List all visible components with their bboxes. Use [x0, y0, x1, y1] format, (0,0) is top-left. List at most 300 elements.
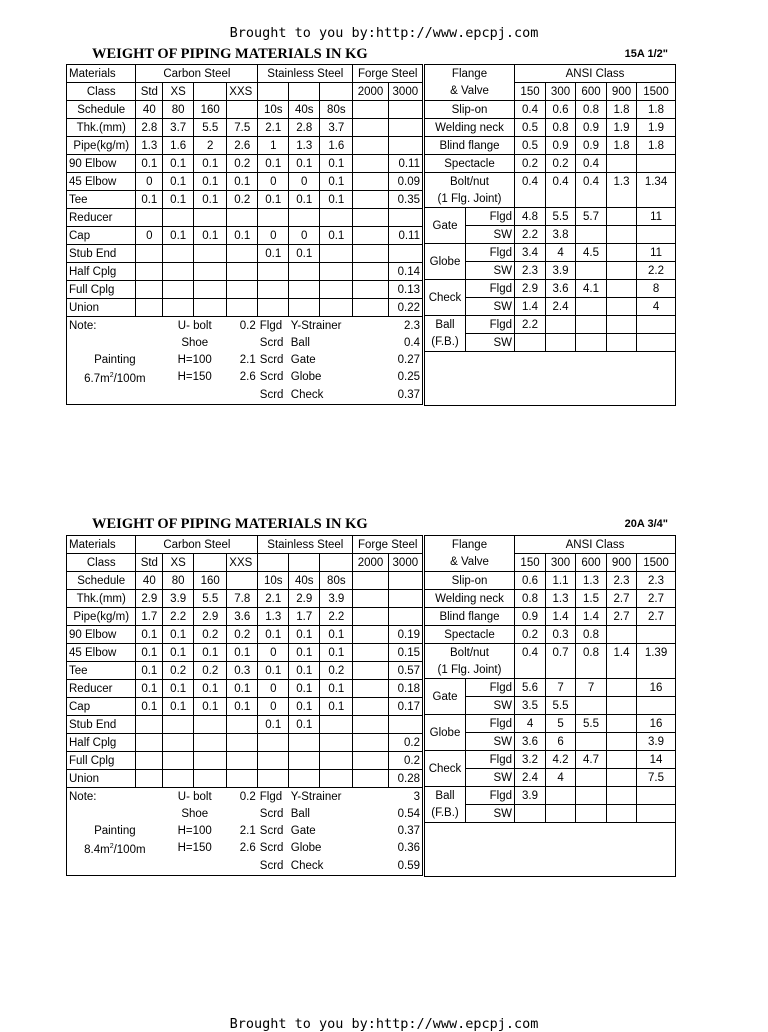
- table-cell: 1.9: [607, 119, 637, 137]
- table-row: [425, 244, 676, 262]
- section-title: WEIGHT OF PIPING MATERIALS IN KG: [92, 516, 368, 532]
- note-cell: [67, 805, 163, 822]
- ansi-class-header: 600: [576, 554, 607, 572]
- header-cell: [353, 101, 388, 119]
- header-cell: Flange: [425, 65, 515, 83]
- table-cell: 0.3: [227, 662, 258, 680]
- table-cell: 3.9: [546, 262, 576, 280]
- table-cell: 0.1: [289, 191, 320, 209]
- table-row: [67, 173, 423, 191]
- item-name: Check: [289, 387, 353, 405]
- table-cell: [353, 209, 388, 227]
- table-cell: 4: [515, 715, 546, 733]
- table-cell: [194, 209, 227, 227]
- table-cell: 1.3: [258, 608, 289, 626]
- table-cell: [607, 679, 637, 697]
- table-cell: 3.7: [163, 119, 194, 137]
- table-cell: [515, 805, 546, 823]
- table-cell: [515, 190, 546, 208]
- table-cell: [353, 191, 388, 209]
- table-cell: 0.1: [258, 626, 289, 644]
- table-cell: 0.1: [227, 698, 258, 716]
- connection-type: Flgd: [466, 244, 515, 262]
- table-row: [67, 734, 423, 752]
- table-cell: 1.39: [637, 644, 676, 662]
- connection-type: Scrd: [259, 807, 284, 820]
- note-cell: Note:: [67, 788, 163, 806]
- flange-name: Welding neck: [425, 590, 515, 608]
- table-cell: [353, 227, 388, 245]
- header-cell: [258, 83, 289, 101]
- table-row: [67, 209, 423, 227]
- table-cell: 11: [637, 244, 676, 262]
- row-label: 45 Elbow: [67, 644, 136, 662]
- filler-row: [425, 823, 676, 877]
- table-cell: 16: [637, 679, 676, 697]
- table-cell: 2.9: [194, 608, 227, 626]
- header-row: [67, 65, 423, 83]
- table-cell: [607, 262, 637, 280]
- table-cell: 2.1: [258, 119, 289, 137]
- table-row: [67, 680, 423, 698]
- table-row: [425, 316, 676, 334]
- valve-name: (F.B.): [425, 805, 466, 823]
- table-cell: 0.5: [515, 137, 546, 155]
- connection-type: SW: [466, 262, 515, 280]
- table-cell: [607, 697, 637, 715]
- table-cell: 0.4: [515, 173, 546, 191]
- table-cell: 0.1: [136, 662, 163, 680]
- connection-type: Flgd: [466, 715, 515, 733]
- table-cell: 2.3: [607, 572, 637, 590]
- table-cell: 16: [637, 715, 676, 733]
- note-cell: [67, 368, 163, 387]
- table-cell: 2.2: [515, 226, 546, 244]
- table-cell: 1.34: [637, 173, 676, 191]
- valve-name: Ball: [425, 316, 466, 334]
- note-cell: Painting: [67, 822, 163, 839]
- table-cell: [607, 769, 637, 787]
- table-cell: 0: [136, 227, 163, 245]
- table-cell: 2.7: [637, 590, 676, 608]
- table-cell: 4.2: [546, 751, 576, 769]
- header-cell: [194, 83, 227, 101]
- item-name: Ball: [290, 807, 310, 820]
- header-cell: & Valve: [425, 554, 515, 572]
- table-cell: [388, 608, 422, 626]
- header-row: [67, 554, 423, 572]
- table-cell: 0.2: [515, 626, 546, 644]
- table-cell: [607, 190, 637, 208]
- connection-type: Flgd: [466, 751, 515, 769]
- table-cell: [320, 734, 353, 752]
- ansi-class-header: 300: [546, 554, 576, 572]
- table-cell: 2.9: [136, 590, 163, 608]
- painting-rate: 8.4m: [84, 843, 110, 856]
- ansi-class-header: 900: [607, 83, 637, 101]
- table-cell: 3.6: [227, 608, 258, 626]
- header-cell: 40s: [289, 101, 320, 119]
- table-cell: 2.6: [227, 137, 258, 155]
- table-cell: 0: [258, 680, 289, 698]
- table-cell: [320, 752, 353, 770]
- support-name: U- bolt: [163, 788, 227, 806]
- row-label: Reducer: [67, 680, 136, 698]
- table-cell: 2.8: [136, 119, 163, 137]
- table-row: [67, 608, 423, 626]
- table-cell: [353, 590, 388, 608]
- table-cell: 3.9: [637, 733, 676, 751]
- support-weight: [227, 805, 258, 822]
- ansi-class-header: 600: [576, 83, 607, 101]
- table-row: [425, 334, 676, 352]
- connection-type: Scrd: [258, 387, 289, 405]
- table-cell: [576, 226, 607, 244]
- note-cell: Note:: [67, 317, 163, 335]
- table-cell: 0.1: [289, 698, 320, 716]
- flange-name: Blind flange: [425, 137, 515, 155]
- row-label: Half Cplg: [67, 734, 136, 752]
- table-cell: [388, 716, 422, 734]
- valve-name: Check: [425, 751, 466, 787]
- table-cell: [194, 245, 227, 263]
- valve-name: Globe: [425, 244, 466, 280]
- table-cell: 0.57: [388, 662, 422, 680]
- table-cell: [637, 805, 676, 823]
- table-cell: [227, 281, 258, 299]
- header-cell: 10s: [258, 101, 289, 119]
- table-cell: 1.4: [576, 608, 607, 626]
- table-cell: 0.1: [163, 155, 194, 173]
- flange-name: Blind flange: [425, 608, 515, 626]
- table-cell: [576, 697, 607, 715]
- table-cell: 0.1: [163, 173, 194, 191]
- connection-type: Scrd: [259, 824, 284, 837]
- table-cell: 0.4: [576, 155, 607, 173]
- table-cell: [388, 245, 422, 263]
- table-cell: [227, 209, 258, 227]
- table-cell: 2.7: [607, 608, 637, 626]
- item-name: Globe: [290, 371, 322, 384]
- table-cell: 6: [546, 733, 576, 751]
- table-cell: [320, 209, 353, 227]
- row-label: Cap: [67, 698, 136, 716]
- table-cell: [289, 281, 320, 299]
- item-weight: 0.37: [353, 822, 423, 839]
- table-cell: 0.2: [546, 155, 576, 173]
- table-cell: 0.2: [194, 662, 227, 680]
- empty-cell: [425, 823, 676, 877]
- table-cell: 0.1: [258, 716, 289, 734]
- table-cell: 0.1: [320, 626, 353, 644]
- table-cell: [258, 734, 289, 752]
- support-weight: 2.1: [239, 824, 256, 837]
- flange-name: Bolt/nut: [425, 173, 515, 191]
- materials-weight-table: [66, 535, 423, 876]
- header-cell: [227, 101, 258, 119]
- header-cell: Stainless Steel: [258, 65, 353, 83]
- table-cell: 4.7: [576, 751, 607, 769]
- table-cell: [607, 787, 637, 805]
- note-row: [67, 334, 423, 351]
- table-cell: 1.3: [289, 137, 320, 155]
- valve-name: Gate: [425, 208, 466, 244]
- table-cell: 0: [258, 173, 289, 191]
- header-cell: Materials: [67, 65, 136, 83]
- table-cell: 0.2: [227, 155, 258, 173]
- table-cell: [607, 226, 637, 244]
- table-row: [67, 245, 423, 263]
- table-cell: 0.1: [289, 644, 320, 662]
- table-cell: 3.6: [515, 733, 546, 751]
- item-name: Globe: [290, 842, 322, 855]
- header-cell: 80: [163, 101, 194, 119]
- header-row: [425, 536, 676, 554]
- support-name: [163, 387, 227, 405]
- table-cell: [136, 752, 163, 770]
- header-cell: 40s: [289, 572, 320, 590]
- table-cell: 0.9: [546, 137, 576, 155]
- support-name: [163, 858, 227, 876]
- table-cell: [227, 263, 258, 281]
- support-name: H=100: [177, 353, 212, 366]
- table-cell: [320, 770, 353, 788]
- flange-valve-table: [424, 64, 676, 406]
- row-label: Stub End: [67, 245, 136, 263]
- table-cell: [607, 208, 637, 226]
- table-cell: [607, 334, 637, 352]
- header-cell: XXS: [227, 554, 258, 572]
- table-cell: 14: [637, 751, 676, 769]
- table-cell: 5.5: [194, 590, 227, 608]
- table-cell: 0: [289, 227, 320, 245]
- joint-note: (1 Flg. Joint): [425, 661, 515, 679]
- item-weight: 2.3: [353, 317, 423, 335]
- header-cell: 40: [136, 101, 163, 119]
- table-cell: 0.1: [136, 644, 163, 662]
- table-cell: 0.5: [515, 119, 546, 137]
- header-cell: Class: [67, 83, 136, 101]
- table-cell: [227, 770, 258, 788]
- table-cell: 3.8: [546, 226, 576, 244]
- table-cell: 1: [258, 137, 289, 155]
- table-cell: [388, 209, 422, 227]
- table-cell: 5.6: [515, 679, 546, 697]
- table-cell: 1.3: [576, 572, 607, 590]
- table-cell: [353, 662, 388, 680]
- flange-name: Slip-on: [425, 572, 515, 590]
- table-cell: [163, 245, 194, 263]
- superscript-two: 2: [109, 372, 114, 379]
- connection-type: Flgd: [466, 316, 515, 334]
- table-cell: 0.2: [163, 662, 194, 680]
- row-label: 90 Elbow: [67, 626, 136, 644]
- table-cell: 1.3: [546, 590, 576, 608]
- table-cell: 3.9: [320, 590, 353, 608]
- table-cell: [194, 716, 227, 734]
- support-name: H=150: [177, 371, 212, 384]
- table-cell: [353, 752, 388, 770]
- table-cell: 5.5: [546, 208, 576, 226]
- flange-name: Bolt/nut: [425, 644, 515, 662]
- header-cell: 160: [194, 572, 227, 590]
- row-label: Pipe(kg/m): [67, 608, 136, 626]
- valve-name: Globe: [425, 715, 466, 751]
- table-cell: 0.1: [163, 227, 194, 245]
- table-cell: 0.1: [136, 155, 163, 173]
- table-cell: 2.3: [515, 262, 546, 280]
- item-name: Gate: [290, 353, 316, 366]
- table-cell: [320, 281, 353, 299]
- table-cell: 1.7: [289, 608, 320, 626]
- connection-type: Scrd: [259, 371, 284, 384]
- item-weight: 3: [353, 788, 423, 806]
- table-cell: 7.5: [637, 769, 676, 787]
- table-row: [67, 590, 423, 608]
- table-cell: 3.6: [546, 280, 576, 298]
- table-cell: [353, 734, 388, 752]
- table-cell: [258, 209, 289, 227]
- table-cell: [289, 209, 320, 227]
- table-cell: 0.1: [289, 245, 320, 263]
- table-cell: 1.8: [607, 137, 637, 155]
- table-row: [67, 644, 423, 662]
- table-cell: [289, 752, 320, 770]
- table-cell: 0.09: [388, 173, 422, 191]
- table-cell: 0.1: [227, 173, 258, 191]
- empty-cell: [425, 352, 676, 406]
- header-cell: & Valve: [425, 83, 515, 101]
- table-cell: 0.9: [576, 137, 607, 155]
- table-cell: 0.1: [136, 680, 163, 698]
- table-cell: [258, 299, 289, 317]
- table-cell: 4.5: [576, 244, 607, 262]
- table-cell: 0.8: [515, 590, 546, 608]
- table-cell: 1.4: [607, 644, 637, 662]
- table-cell: [227, 245, 258, 263]
- table-cell: 5.7: [576, 208, 607, 226]
- table-cell: [136, 281, 163, 299]
- table-cell: [353, 626, 388, 644]
- support-weight: 2.6: [239, 842, 256, 855]
- table-cell: 0: [258, 698, 289, 716]
- header-cell: Class: [67, 554, 136, 572]
- table-cell: [320, 716, 353, 734]
- table-cell: [227, 752, 258, 770]
- superscript-two: 2: [109, 843, 114, 850]
- support-name: Shoe: [181, 807, 209, 820]
- item-weight: 0.37: [353, 387, 423, 405]
- table-cell: 2.7: [637, 608, 676, 626]
- table-cell: [576, 805, 607, 823]
- header-cell: Carbon Steel: [136, 65, 258, 83]
- table-cell: 0.1: [163, 191, 194, 209]
- table-cell: [136, 299, 163, 317]
- item-weight: 0.54: [353, 805, 423, 822]
- table-cell: 0.1: [194, 155, 227, 173]
- table-cell: 0.1: [258, 245, 289, 263]
- table-cell: [227, 716, 258, 734]
- table-row: [67, 281, 423, 299]
- table-cell: 0.1: [163, 698, 194, 716]
- header-row: [425, 554, 676, 572]
- table-cell: [353, 245, 388, 263]
- table-row: [425, 572, 676, 590]
- table-cell: 0.17: [388, 698, 422, 716]
- ansi-class-header: 150: [515, 83, 546, 101]
- connection-type: Flgd: [466, 280, 515, 298]
- row-label: Tee: [67, 191, 136, 209]
- row-label: Thk.(mm): [67, 119, 136, 137]
- header-cell: [353, 572, 388, 590]
- table-cell: 2.8: [289, 119, 320, 137]
- table-cell: 0.1: [227, 680, 258, 698]
- table-cell: [353, 281, 388, 299]
- header-cell: ANSI Class: [515, 65, 676, 83]
- table-cell: [194, 263, 227, 281]
- table-cell: 4.1: [576, 280, 607, 298]
- connection-type: SW: [466, 697, 515, 715]
- header-cell: [258, 554, 289, 572]
- note-row: [67, 387, 423, 405]
- table-cell: [258, 281, 289, 299]
- item-weight: 0.59: [353, 858, 423, 876]
- connection-type: SW: [466, 298, 515, 316]
- table-cell: 3.4: [515, 244, 546, 262]
- ansi-class-header: 300: [546, 83, 576, 101]
- note-cell: Painting: [67, 351, 163, 368]
- support-weight: 0.2: [227, 788, 258, 806]
- table-cell: [607, 280, 637, 298]
- table-cell: 8: [637, 280, 676, 298]
- header-cell: Schedule: [67, 572, 136, 590]
- header-cell: 2000: [353, 83, 388, 101]
- table-cell: 1.8: [637, 101, 676, 119]
- table-cell: 2.9: [515, 280, 546, 298]
- table-cell: 0.2: [320, 662, 353, 680]
- table-cell: 2.9: [289, 590, 320, 608]
- header-cell: 80: [163, 572, 194, 590]
- table-cell: [353, 173, 388, 191]
- joint-note: (1 Flg. Joint): [425, 190, 515, 208]
- table-cell: 0.1: [194, 698, 227, 716]
- table-cell: 4: [546, 244, 576, 262]
- table-cell: 0.11: [388, 155, 422, 173]
- flange-name: Spectacle: [425, 155, 515, 173]
- table-row: [67, 698, 423, 716]
- header-cell: Carbon Steel: [136, 536, 258, 554]
- flange-name: Welding neck: [425, 119, 515, 137]
- table-cell: 0.1: [320, 698, 353, 716]
- table-cell: 2.3: [637, 572, 676, 590]
- table-cell: [194, 752, 227, 770]
- source-banner: Brought to you by:http://www.epcpj.com: [229, 25, 539, 41]
- header-cell: [320, 83, 353, 101]
- header-cell: [194, 554, 227, 572]
- table-cell: [258, 770, 289, 788]
- item-name: Check: [289, 858, 353, 876]
- table-cell: [227, 299, 258, 317]
- table-cell: 4.8: [515, 208, 546, 226]
- note-row: [67, 351, 423, 368]
- header-row: [425, 83, 676, 101]
- table-cell: 0.11: [388, 227, 422, 245]
- table-cell: [163, 281, 194, 299]
- item-name: Gate: [290, 824, 316, 837]
- table-cell: 1.9: [637, 119, 676, 137]
- table-cell: 0.4: [515, 101, 546, 119]
- row-label: Full Cplg: [67, 281, 136, 299]
